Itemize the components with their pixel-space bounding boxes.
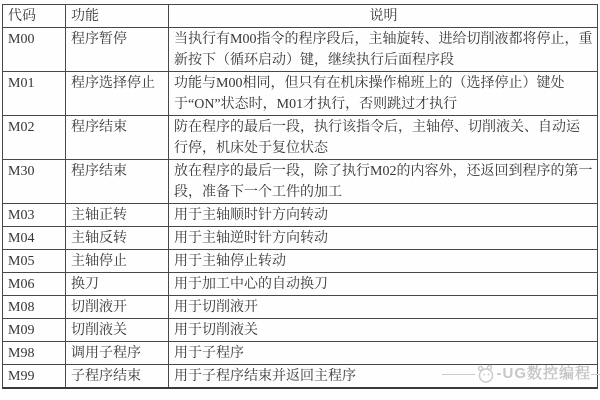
watermark-line-left bbox=[442, 374, 475, 375]
description-cell: 用于切削液关 bbox=[169, 319, 598, 342]
description-cell: 用于主轴逆时针方向转动 bbox=[169, 227, 598, 250]
function-cell: 主轴停止 bbox=[66, 250, 169, 273]
code-cell: M06 bbox=[3, 273, 66, 296]
code-cell: M05 bbox=[3, 250, 66, 273]
code-cell: M09 bbox=[3, 319, 66, 342]
table-header-row bbox=[3, 5, 598, 28]
table-row bbox=[3, 72, 598, 116]
function-cell: 调用子程序 bbox=[66, 342, 169, 365]
description-cell: 用于加工中心的自动换刀 bbox=[169, 273, 598, 296]
table-row bbox=[3, 227, 598, 250]
function-cell: 切削液关 bbox=[66, 319, 169, 342]
watermark-line-right bbox=[591, 374, 600, 375]
code-cell: M98 bbox=[3, 342, 66, 365]
function-cell: 主轴反转 bbox=[66, 227, 169, 250]
header-function: 功能 bbox=[66, 5, 169, 28]
description-cell: 当执行有M00指令的程序段后，主轴旋转、进给切削液都将停止，重新按下（循环启动）键，继续执行后面程序段 bbox=[169, 28, 598, 72]
description-cell: 放在程序的最后一段，除了执行M02的内容外，还返回到程序的第一段，准备下一个工件的加工 bbox=[169, 160, 598, 204]
mcode-table bbox=[2, 4, 598, 389]
description-cell: 防在程序的最后一段，执行该指令后，主轴停、切削液关、自动运行停，机床处于复位状态 bbox=[169, 116, 598, 160]
code-cell: M30 bbox=[3, 160, 66, 204]
function-cell: 程序选择停止 bbox=[66, 72, 169, 116]
watermark-text: -UG数控编程 bbox=[496, 365, 591, 382]
watermark bbox=[442, 362, 600, 386]
table-row bbox=[3, 160, 598, 204]
code-cell: M04 bbox=[3, 227, 66, 250]
code-cell: M00 bbox=[3, 28, 66, 72]
header-description: 说明 bbox=[169, 5, 598, 28]
code-cell: M02 bbox=[3, 116, 66, 160]
description-cell: 功能与M00相同，但只有在机床操作棉班上的（选择停止）键处于“ON”状态时，M01才执行，否则跳过才执行 bbox=[169, 72, 598, 116]
code-cell: M08 bbox=[3, 296, 66, 319]
description-cell: 用于子程序结束并返回主程序 bbox=[169, 365, 598, 389]
table-row bbox=[3, 28, 598, 72]
description-cell: 用于子程序 bbox=[169, 342, 598, 365]
description-cell: 用于主轴顺时针方向转动 bbox=[169, 204, 598, 227]
function-cell: 程序结束 bbox=[66, 160, 169, 204]
code-cell: M03 bbox=[3, 204, 66, 227]
function-cell: 切削液开 bbox=[66, 296, 169, 319]
description-cell: 用于主轴停止转动 bbox=[169, 250, 598, 273]
cat-face-icon bbox=[476, 364, 496, 384]
table-row bbox=[3, 250, 598, 273]
function-cell: 程序结束 bbox=[66, 116, 169, 160]
function-cell: 主轴正转 bbox=[66, 204, 169, 227]
function-cell: 子程序结束 bbox=[66, 365, 169, 389]
function-cell: 程序暂停 bbox=[66, 28, 169, 72]
table-row bbox=[3, 273, 598, 296]
table-row bbox=[3, 204, 598, 227]
header-code: 代码 bbox=[3, 5, 66, 28]
table-row bbox=[3, 296, 598, 319]
code-cell: M01 bbox=[3, 72, 66, 116]
table-row bbox=[3, 116, 598, 160]
description-cell: 用于切削液开 bbox=[169, 296, 598, 319]
table-row bbox=[3, 319, 598, 342]
code-cell: M99 bbox=[3, 365, 66, 389]
function-cell: 换刀 bbox=[66, 273, 169, 296]
